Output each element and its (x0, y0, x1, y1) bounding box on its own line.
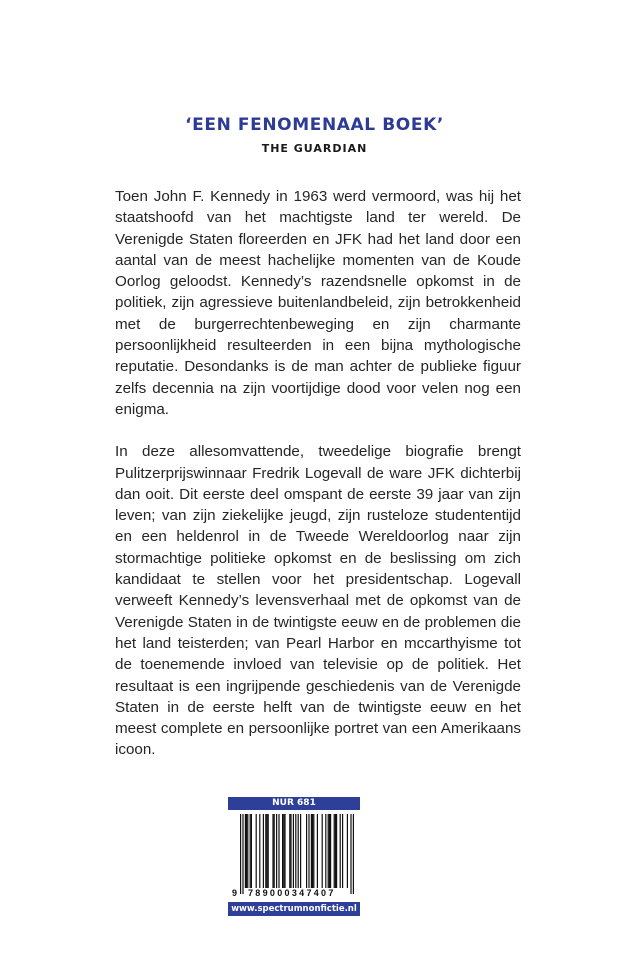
barcode-bar (350, 814, 351, 894)
isbn-digits: 789000347407 (248, 888, 336, 898)
barcode-bar (353, 814, 354, 894)
barcode-bar (284, 814, 285, 888)
barcode-bar (245, 814, 246, 888)
barcode-bar (322, 814, 323, 888)
barcode-bar (313, 814, 314, 888)
barcode-bar (246, 814, 247, 888)
barcode-bar (268, 814, 269, 888)
barcode-bar (295, 814, 296, 894)
nur-label: NUR 681 (228, 797, 360, 810)
barcode-bar (336, 814, 337, 888)
barcode-bar (342, 814, 343, 888)
barcode-bar (340, 814, 341, 888)
barcode-bar (311, 814, 312, 888)
barcode-bar (335, 814, 336, 888)
publisher-website: www.spectrumnonfictie.nl (228, 902, 360, 916)
barcode-bar (274, 814, 275, 888)
barcode-bar (240, 814, 241, 894)
barcode-bar (334, 814, 335, 888)
barcode-bar (329, 814, 330, 888)
barcode-bar (290, 814, 291, 888)
barcode-bar (347, 814, 348, 888)
barcode-bar (276, 814, 277, 888)
barcode-bar (278, 814, 279, 888)
barcode-bar (298, 814, 299, 894)
isbn-first-digit: 9 (232, 888, 238, 898)
barcode-bar (293, 814, 294, 888)
barcode-bar (289, 814, 290, 888)
barcode-bar (283, 814, 284, 888)
barcode-bar (247, 814, 248, 888)
barcode-area (228, 810, 360, 902)
barcode-bar (266, 814, 267, 888)
barcode-bar (256, 814, 257, 888)
barcode-bar (312, 814, 313, 888)
barcode-bar (282, 814, 283, 888)
barcode-icon (228, 814, 360, 896)
barcode-bar (265, 814, 266, 888)
blurb-paragraph-2: In deze allesomvattende, tweedelige biografie brengt Pulitzerprijswinnaar Fredrik Logevall de ware JFK dichterbij dan ooit. Dit eerste deel omspant de eerste 39 jaar van zijn leven; van zijn ziekelijke jeugd, zijn rusteloze studententijd en een heldenrol in de Tweede Wereldoorlog naar zijn stormachtige politieke opkomst en de beslissing om zich kandidaat te stellen voor het presidentschap. Logevall verweeft Kennedy’s levensverhaal met de opkomst van de Verenigde Staten in de twintigste eeuw en de problemen die het land teisterden; van Pearl Harbor en mccarthyisme tot de toenemende invloed van televisie op de politiek. Het resultaat is een ingrijpende geschiedenis van de Verenigde Staten in de eerste helft van de twintigste eeuw en het meest complete en persoonlijke portret van een Amerikaans icoon. (115, 443, 521, 759)
barcode-bar (300, 814, 301, 888)
quote-source: THE GUARDIAN (261, 142, 368, 155)
barcode-bar (330, 814, 331, 888)
barcode-bar (308, 814, 309, 888)
barcode-bar (272, 814, 273, 888)
barcode-bar (325, 814, 326, 888)
barcode-bar (306, 814, 307, 888)
barcode-block (228, 797, 360, 916)
barcode-bar (263, 814, 264, 888)
blurb-text (115, 186, 521, 782)
barcode-bar (259, 814, 260, 888)
barcode-bar (317, 814, 318, 888)
barcode-bar (251, 814, 252, 888)
review-quote: ‘EEN FENOMENAAL BOEK’ (185, 115, 444, 135)
barcode-bar (250, 814, 251, 888)
barcode-bar (328, 814, 329, 888)
barcode-bar (242, 814, 243, 894)
blurb-paragraph-1: Toen John F. Kennedy in 1963 werd vermoord, was hij het staatshoofd van het machtigste land ter wereld. De Verenigde Staten floreerden en JFK had het land door een aantal van de meest hachelijke momenten van de Koude Oorlog geloodst. Kennedy’s razendsnelle opkomst in de politiek, zijn agressieve buitenlandbeleid, zijn betrokkenheid met de burgerrechtenbeweging en zijn charmante persoonlijkheid resulteerden in een bijna mythologische reputatie. Desondanks is de man achter de publieke figuur zelfs decennia na zijn voortijdige dood voor velen nog een enigma. (115, 188, 521, 418)
